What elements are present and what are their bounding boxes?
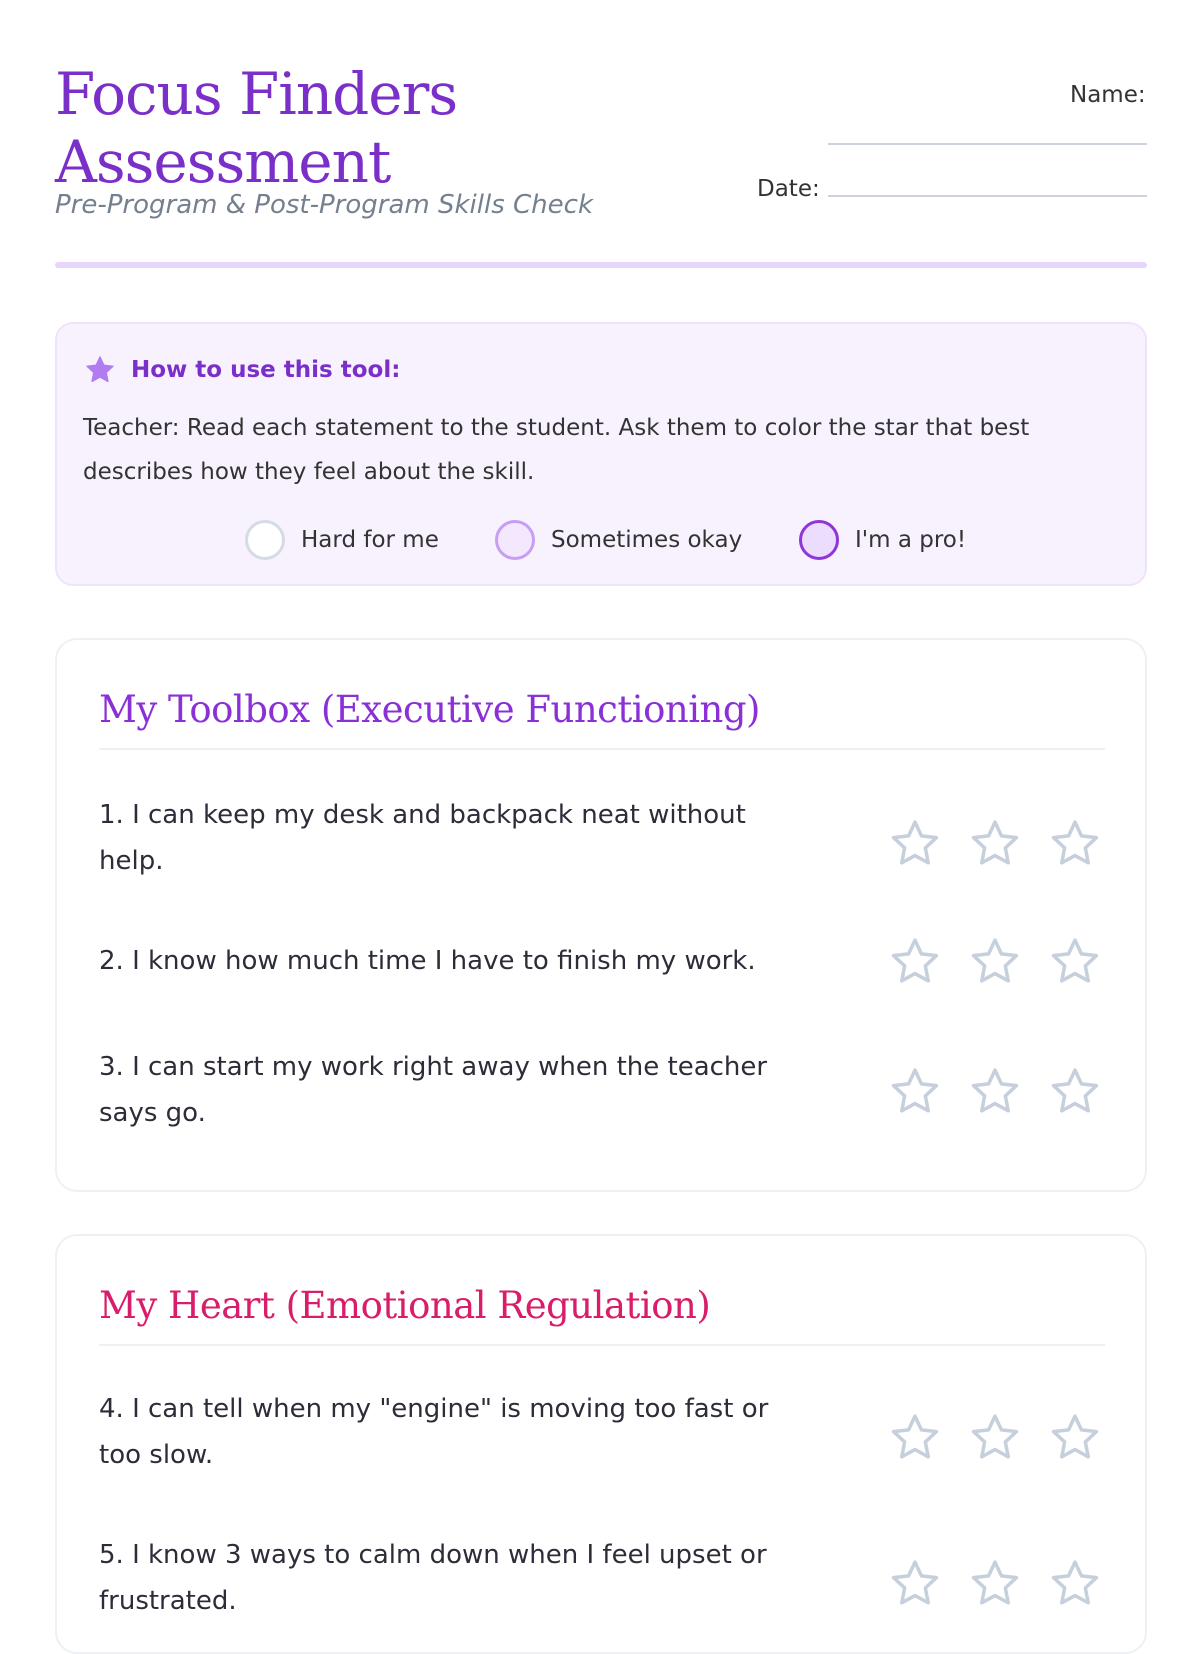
item-text: 3. I can start my work right away when the teacher says go.	[99, 1052, 768, 1128]
legend-pro-circle	[799, 520, 839, 560]
rating-star-3-icon[interactable]	[1047, 934, 1103, 990]
section-title-heart: My Heart (Emotional Regulation)	[99, 1284, 711, 1327]
section-heart	[55, 1234, 1147, 1654]
name-label: Name:	[1070, 82, 1146, 108]
rating-star-3-icon[interactable]	[1047, 1410, 1103, 1466]
rating-star-1-icon[interactable]	[887, 1064, 943, 1120]
star-rating	[887, 1556, 1105, 1612]
list-item	[99, 1386, 1105, 1486]
rating-star-1-icon[interactable]	[887, 1556, 943, 1612]
header-divider	[55, 262, 1147, 268]
section-toolbox	[55, 638, 1147, 1192]
section-divider	[99, 748, 1105, 750]
instructions-box	[55, 322, 1147, 586]
name-field[interactable]	[828, 143, 1147, 145]
rating-star-3-icon[interactable]	[1047, 816, 1103, 872]
rating-star-1-icon[interactable]	[887, 1410, 943, 1466]
legend-sometimes-circle	[495, 520, 535, 560]
rating-star-3-icon[interactable]	[1047, 1064, 1103, 1120]
list-item	[99, 938, 1105, 998]
rating-star-3-icon[interactable]	[1047, 1556, 1103, 1612]
instructions-title: How to use this tool:	[131, 357, 401, 383]
page-title: Focus Finders Assessment	[55, 60, 458, 196]
section-divider	[99, 1344, 1105, 1346]
item-text: 1. I can keep my desk and backpack neat without help.	[99, 800, 746, 876]
legend-sometimes-label: Sometimes okay	[551, 527, 743, 553]
rating-star-2-icon[interactable]	[967, 934, 1023, 990]
rating-star-2-icon[interactable]	[967, 1410, 1023, 1466]
legend-pro-label: I'm a pro!	[855, 527, 967, 553]
header	[55, 56, 1147, 266]
legend-hard-circle	[245, 520, 285, 560]
list-item	[99, 1044, 1105, 1144]
rating-star-2-icon[interactable]	[967, 816, 1023, 872]
rating-star-2-icon[interactable]	[967, 1556, 1023, 1612]
rating-legend	[57, 518, 1149, 562]
date-label: Date:	[757, 176, 820, 202]
page-subtitle: Pre-Program & Post-Program Skills Check	[55, 190, 594, 220]
star-rating	[887, 1064, 1105, 1120]
assessment-page	[55, 0, 1147, 1616]
star-rating	[887, 934, 1105, 990]
section-title-toolbox: My Toolbox (Executive Functioning)	[99, 688, 760, 731]
star-rating	[887, 816, 1105, 872]
item-text: 2. I know how much time I have to finish my work.	[99, 946, 756, 976]
list-item	[99, 1532, 1105, 1632]
item-text: 5. I know 3 ways to calm down when I feel upset or frustrated.	[99, 1540, 767, 1616]
item-text: 4. I can tell when my "engine" is moving too fast or too slow.	[99, 1394, 769, 1470]
rating-star-2-icon[interactable]	[967, 1064, 1023, 1120]
rating-star-1-icon[interactable]	[887, 934, 943, 990]
instructions-text: Teacher: Read each statement to the student. Ask them to color the star that best describes how they feel about the skill.	[83, 415, 1030, 485]
date-field[interactable]	[828, 195, 1147, 197]
list-item	[99, 792, 1105, 892]
star-rating	[887, 1410, 1105, 1466]
rating-star-1-icon[interactable]	[887, 816, 943, 872]
star-icon	[84, 354, 116, 386]
legend-hard-label: Hard for me	[301, 527, 439, 553]
